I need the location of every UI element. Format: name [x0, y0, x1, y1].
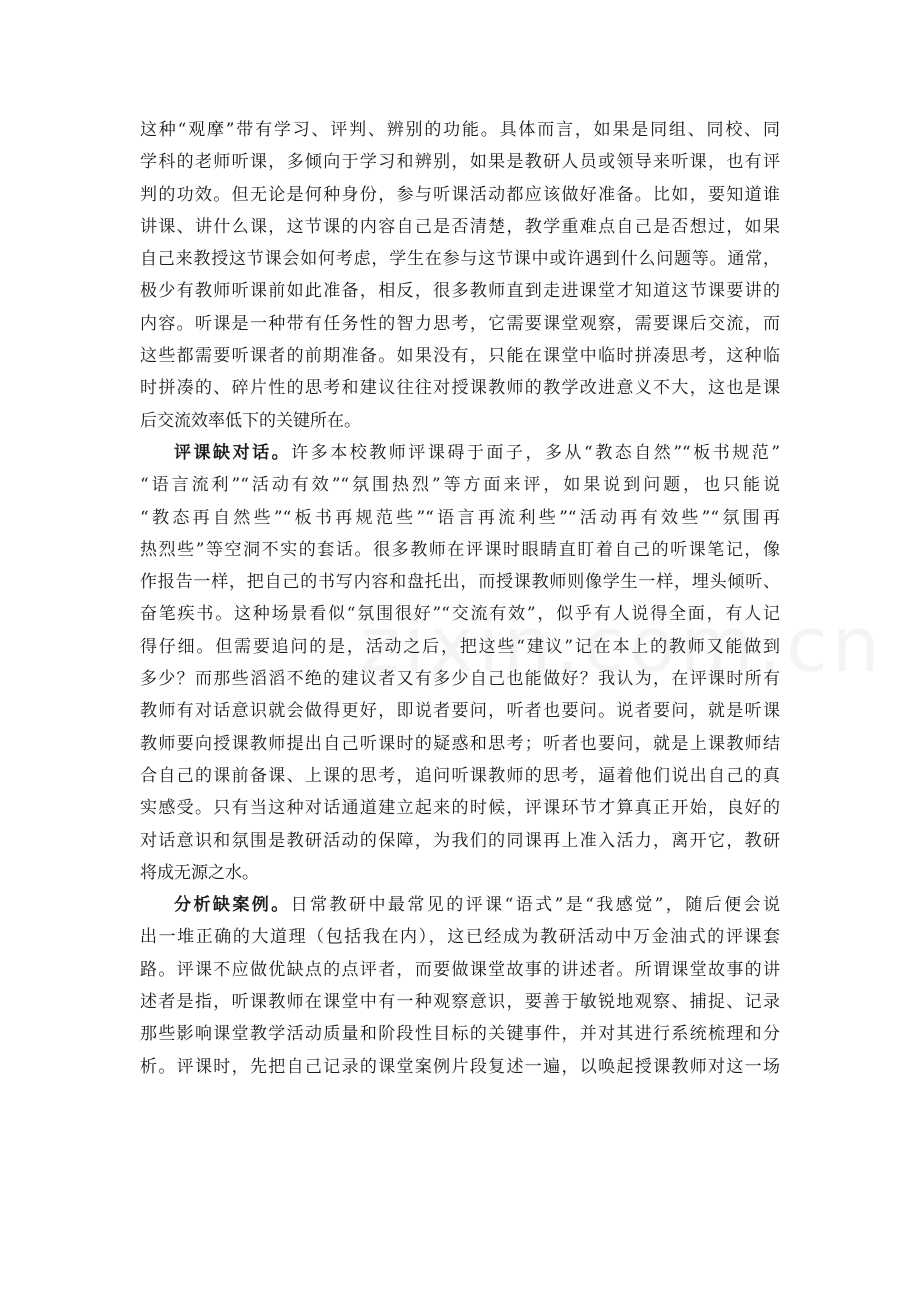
text-line: 对话意识和氛围是教研活动的保障，为我们的同课再上准入活力，离开它，教研 — [140, 830, 780, 851]
text-line: 内容。听课是一种带有任务性的智力思考，它需要课堂观察，需要课后交流，而 — [140, 313, 780, 334]
text-line: “教态再自然些”“板书再规范些”“语言再流利些”“活动再有效些”“氛围再 — [140, 507, 780, 528]
paragraph-2 — [140, 437, 780, 889]
text-line: 得仔细。但需要追问的是，活动之后，把这些“建议”记在本上的教师又能做到 — [140, 636, 780, 657]
text-line: 述者是指，听课教师在课堂中有一种观察意识，要善于敏锐地观察、捕捉、记录 — [140, 992, 780, 1013]
text-line: 教师有对话意识就会做得更好，即说者要问，听者也要问。说者要问，就是听课 — [140, 701, 780, 722]
text-line: 自己来教授这节课会如何考虑，学生在参与这节课中或许遇到什么问题等。通常， — [140, 249, 780, 270]
text-line: 作报告一样，把自己的书写内容和盘托出，而授课教师则像学生一样，埋头倾听、 — [140, 572, 780, 593]
text-line: “语言流利”“活动有效”“氛围热烈”等方面来评，如果说到问题，也只能说 — [140, 475, 780, 496]
text-line: 学科的老师听课，多倾向于学习和辨别，如果是教研人员或领导来听课，也有评 — [140, 152, 780, 173]
text-line: 极少有教师听课前如此准备，相反，很多教师直到走进课堂才知道这节课要讲的 — [140, 281, 780, 302]
text-line: 这些都需要听课者的前期准备。如果没有，只能在课堂中临时拼凑思考，这种临 — [140, 346, 780, 367]
text-line: 出一堆正确的大道理（包括我在内），这已经成为教研活动中万金油式的评课套 — [140, 927, 780, 948]
text-line: 将成无源之水。 — [140, 862, 259, 883]
text-line: 合自己的课前备课、上课的思考，追问听课教师的思考，逼着他们说出自己的真 — [140, 765, 780, 786]
body-text — [140, 114, 780, 1083]
text-line: 热烈些”等空洞不实的套话。很多教师在评课时眼睛直盯着自己的听课笔记，像 — [140, 539, 780, 560]
text-line: 后交流效率低下的关键所在。 — [140, 410, 361, 431]
paragraph-first-line-text: 许多本校教师评课碍于面子，多从“教态自然”“板书规范” — [291, 442, 781, 463]
paragraph-heading: 分析缺案例。 — [174, 895, 291, 916]
text-line: 那些影响课堂教学活动质量和阶段性目标的关键事件，并对其进行系统梳理和分 — [140, 1024, 780, 1045]
text-line: 奋笔疾书。这种场景看似“氛围很好”“交流有效”，似乎有人说得全面，有人记 — [140, 604, 780, 625]
text-line: 这种“观摩”带有学习、评判、辨别的功能。具体而言，如果是同组、同校、同 — [140, 120, 780, 140]
text-line: 教师要向授课教师提出自己听课时的疑惑和思考；听者也要问，就是上课教师结 — [140, 733, 780, 754]
text-line: 析。评课时，先把自己记录的课堂案例片段复述一遍，以唤起授课教师对这一场 — [140, 1056, 780, 1077]
text-line: 实感受。只有当这种对话通道建立起来的时候，评课环节才算真正开始，良好的 — [140, 798, 780, 819]
paragraph-first-line — [140, 437, 780, 469]
paragraph-1 — [140, 114, 780, 437]
text-line: 判的功效。但无论是何种身份，参与听课活动都应该做好准备。比如，要知道谁 — [140, 184, 780, 205]
text-line: 时拼凑的、碎片性的思考和建议往往对授课教师的教学改进意义不大，这也是课 — [140, 378, 780, 399]
paragraph-heading: 评课缺对话。 — [174, 442, 292, 463]
paragraph-3 — [140, 889, 780, 1083]
paragraph-first-line-text: 日常教研中最常见的评课“语式”是“我感觉”，随后便会说 — [290, 895, 780, 916]
text-line: 路。评课不应做优缺点的点评者，而要做课堂故事的讲述者。所谓课堂故事的讲 — [140, 959, 780, 980]
paragraph-first-line — [140, 889, 780, 921]
text-line: 多少？而那些滔滔不绝的建议者又有多少自己也能做好？我认为，在评课时所有 — [140, 669, 780, 690]
text-line: 讲课、讲什么课，这节课的内容自己是否清楚，教学重难点自己是否想过，如果 — [140, 216, 780, 237]
